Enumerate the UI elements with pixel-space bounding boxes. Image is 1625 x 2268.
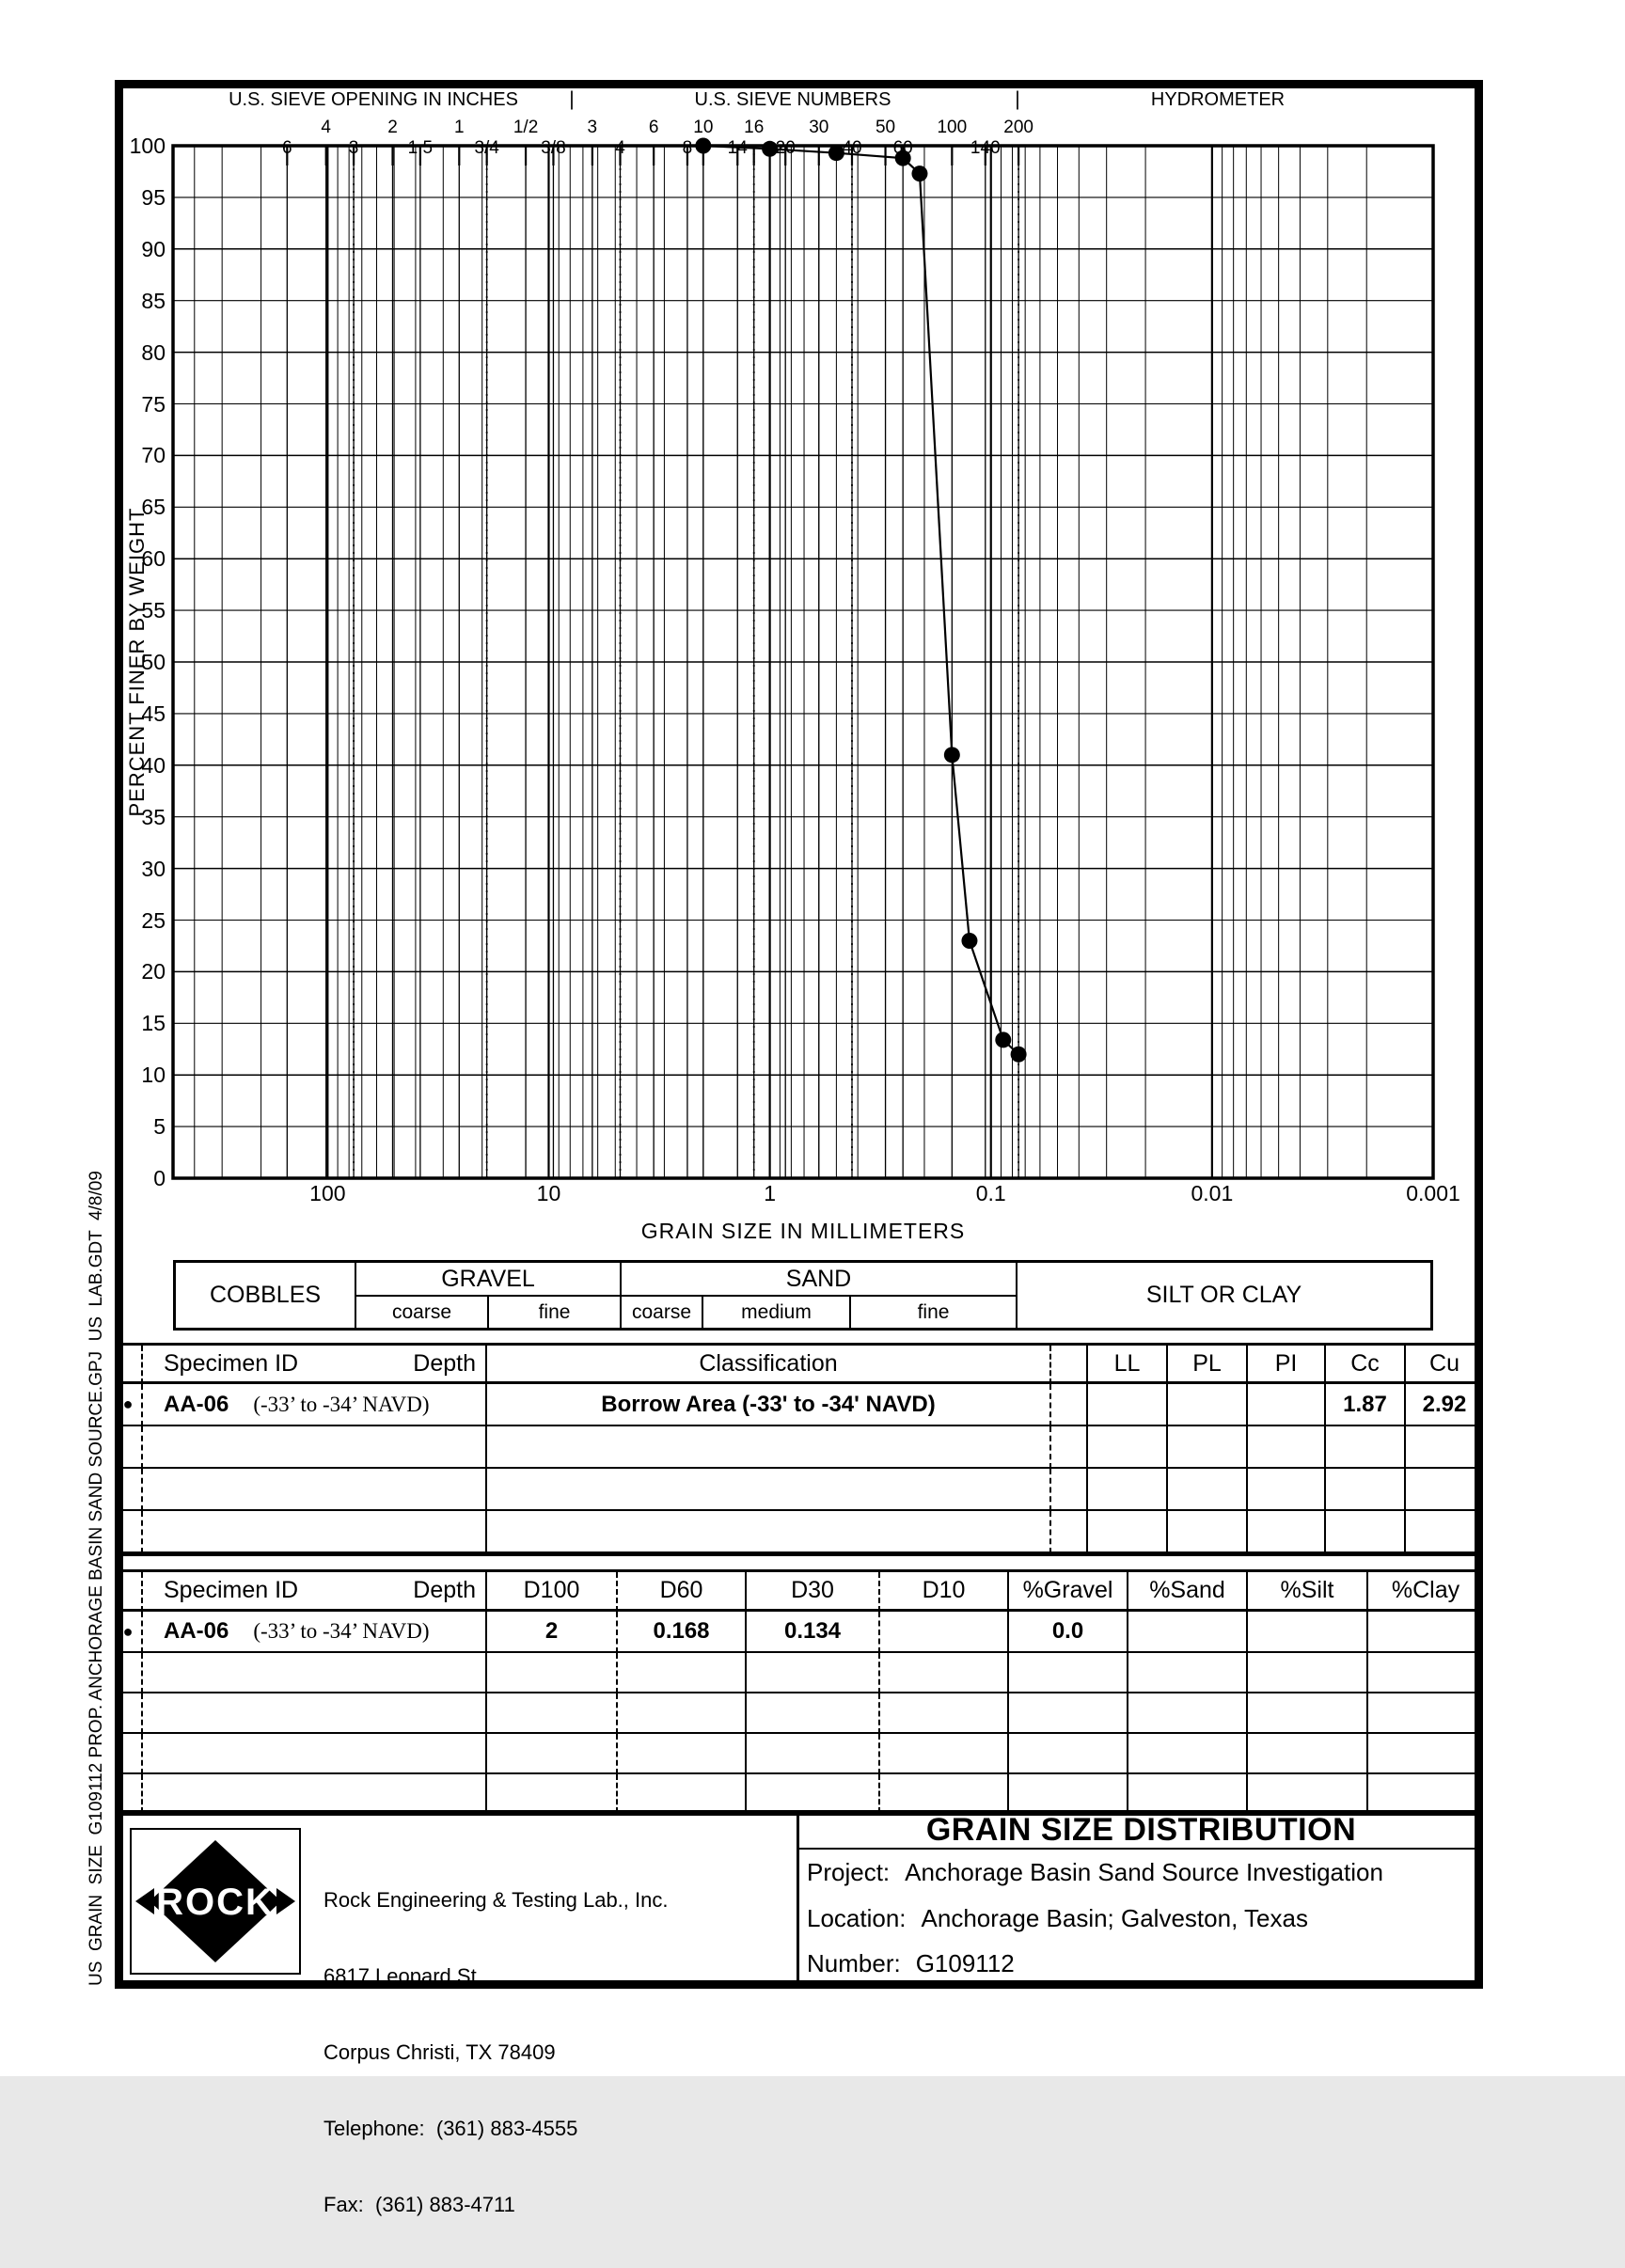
sieve-label: 3/4 [474, 138, 499, 158]
cell-pl [1168, 1469, 1248, 1511]
specimen-depth: (-33’ to -34’ NAVD) [253, 1619, 430, 1643]
value-cu: 2.92 [1422, 1391, 1467, 1417]
marker-column-header [115, 1572, 143, 1612]
fraction-cobbles: COBBLES [209, 1282, 322, 1308]
data-point [961, 933, 977, 949]
y-tick-label: 85 [141, 288, 166, 313]
cell-silt [1248, 1612, 1368, 1653]
marker-column-header [115, 1346, 143, 1384]
column-header-d10: D10 [880, 1572, 1009, 1612]
specimen-id: AA-06 [164, 1391, 229, 1417]
sieve-label: 100 [937, 118, 968, 137]
row-marker-icon [115, 1774, 143, 1813]
table-row-empty [115, 1426, 1483, 1469]
column-header-silt: %Silt [1248, 1572, 1368, 1612]
x-tick-label: 1 [764, 1181, 777, 1205]
cell-sand [1128, 1774, 1248, 1813]
cell-pl [1168, 1511, 1248, 1553]
column-header-cc: Cc [1326, 1346, 1406, 1384]
spacer-cell [1051, 1469, 1088, 1511]
sieve-label: 3/8 [541, 138, 566, 158]
column-header-cu: Cu [1406, 1346, 1483, 1384]
fraction-gravel-coarse: coarse [355, 1295, 487, 1328]
table-row-empty [115, 1734, 1483, 1774]
column-header-sand: %Sand [1128, 1572, 1248, 1612]
project-value: Anchorage Basin Sand Source Investigation [905, 1858, 1383, 1886]
sieve-label: 8 [682, 138, 693, 158]
cell-cc [1326, 1511, 1406, 1553]
sieve-label: 1.5 [407, 138, 434, 158]
sieve-label: 20 [775, 138, 796, 158]
fraction-gravel: GRAVEL [355, 1263, 620, 1295]
spacer-cell [1051, 1384, 1088, 1426]
classification-table [115, 1343, 1483, 1556]
cell-silt [1248, 1774, 1368, 1813]
row-marker-icon [115, 1653, 143, 1693]
cell-d30 [747, 1612, 880, 1653]
title-block [115, 1810, 1483, 2216]
cell-d30 [747, 1774, 880, 1813]
value-d30: 0.134 [783, 1618, 842, 1644]
value-cc: 1.87 [1343, 1391, 1387, 1417]
column-header-pl: PL [1168, 1346, 1248, 1384]
y-tick-label: 0 [153, 1166, 166, 1190]
table-row-empty [115, 1469, 1483, 1511]
cell-gravel [1009, 1653, 1128, 1693]
specimen-depth: (-33’ to -34’ NAVD) [253, 1392, 430, 1416]
value-gravel: 0.0 [1051, 1618, 1084, 1644]
y-tick-label: 10 [141, 1063, 166, 1088]
scale-separator-icon: | [569, 88, 575, 110]
x-tick-label: 0.01 [1191, 1181, 1234, 1205]
project-label: Project: [807, 1858, 891, 1886]
specimen-id-header: Specimen ID [164, 1577, 299, 1603]
x-tick-label: 100 [309, 1181, 346, 1205]
location-value: Anchorage Basin; Galveston, Texas [921, 1904, 1308, 1932]
specimen-depth-cell [143, 1469, 487, 1511]
y-tick-label: 65 [141, 495, 166, 520]
cell-cc [1326, 1469, 1406, 1511]
sieve-label: 60 [892, 138, 913, 158]
company-logo [130, 1828, 301, 1975]
scale-title-hydrometer: HYDROMETER [1150, 89, 1286, 110]
cell-sand [1128, 1734, 1248, 1774]
cell-d100 [487, 1653, 618, 1693]
specimen-depth-cell [143, 1384, 487, 1426]
y-tick-label: 70 [141, 443, 166, 468]
y-tick-label: 30 [141, 856, 166, 881]
cell-pi [1248, 1511, 1326, 1553]
y-tick-label: 25 [141, 907, 166, 933]
company-city: Corpus Christi, TX 78409 [323, 2040, 556, 2064]
y-tick-label: 40 [141, 752, 166, 778]
company-street: 6817 Leopard St. [323, 1964, 482, 1988]
cell-d60 [618, 1612, 747, 1653]
cell-ll [1088, 1469, 1168, 1511]
y-tick-label: 45 [141, 701, 166, 726]
spacer-cell [1051, 1426, 1088, 1469]
cell-sand [1128, 1612, 1248, 1653]
sieve-label: 4 [615, 138, 625, 158]
cell-d10 [880, 1734, 1009, 1774]
cell-d10 [880, 1774, 1009, 1813]
rock-logo-icon [132, 1830, 299, 1973]
table-row [115, 1612, 1483, 1653]
cell-ll [1088, 1511, 1168, 1553]
scale-title-inches: U.S. SIEVE OPENING IN INCHES [229, 89, 518, 110]
y-tick-label: 35 [141, 804, 166, 829]
y-axis-title: PERCENT FINER BY WEIGHT [125, 507, 149, 817]
x-tick-label: 10 [536, 1181, 561, 1205]
specimen-depth-cell [143, 1426, 487, 1469]
data-point [944, 747, 960, 763]
report-title: GRAIN SIZE DISTRIBUTION [799, 1813, 1483, 1850]
column-header-d30: D30 [747, 1572, 880, 1612]
cell-d10 [880, 1653, 1009, 1693]
column-header-d60: D60 [618, 1572, 747, 1612]
fraction-gravel-fine: fine [487, 1295, 620, 1328]
sieve-label: 16 [744, 118, 765, 137]
cell-pi [1248, 1384, 1326, 1426]
company-telephone: Telephone: (361) 883-4555 [323, 2117, 578, 2140]
value-d100: 2 [544, 1618, 559, 1644]
column-header-d100: D100 [487, 1572, 618, 1612]
x-axis-title: GRAIN SIZE IN MILLIMETERS [640, 1219, 966, 1243]
fraction-silt-or-clay: SILT OR CLAY [1016, 1263, 1430, 1328]
project-line [807, 1858, 1383, 1887]
depth-header: Depth [413, 1349, 476, 1377]
location-label: Location: [807, 1904, 907, 1932]
cell-d30 [747, 1653, 880, 1693]
table-row-empty [115, 1693, 1483, 1734]
specimen-id: AA-06 [164, 1618, 229, 1644]
location-line [807, 1904, 1308, 1933]
table-row [115, 1384, 1483, 1426]
x-tick-label: 0.001 [1406, 1181, 1460, 1205]
y-tick-label: 100 [129, 134, 166, 158]
cell-d30 [747, 1734, 880, 1774]
cell-cu [1406, 1511, 1483, 1553]
y-tick-label: 75 [141, 391, 166, 417]
scale-separator-icon: | [1015, 88, 1020, 110]
cell-clay [1368, 1693, 1483, 1734]
spacer-cell [1051, 1511, 1088, 1553]
cell-ll [1088, 1426, 1168, 1469]
cell-sand [1128, 1693, 1248, 1734]
y-tick-label: 95 [141, 184, 166, 210]
scale-title-numbers: U.S. SIEVE NUMBERS [694, 89, 891, 110]
cell-pi [1248, 1469, 1326, 1511]
cell-d100 [487, 1774, 618, 1813]
row-marker-icon [115, 1734, 143, 1774]
cell-classification [487, 1384, 1051, 1426]
sieve-label: 3 [587, 118, 598, 137]
cell-cc [1326, 1384, 1406, 1426]
spacer-column [1051, 1346, 1088, 1384]
cell-pl [1168, 1426, 1248, 1469]
gradation-points [695, 138, 1026, 1063]
specimen-id-header: Specimen ID [164, 1349, 299, 1377]
table-row-empty [115, 1511, 1483, 1553]
y-tick-label: 50 [141, 650, 166, 674]
row-marker-icon [115, 1426, 143, 1469]
sieve-label: 140 [970, 138, 1001, 158]
cell-gravel [1009, 1612, 1128, 1653]
row-marker-icon: ● [115, 1612, 143, 1653]
cell-pl [1168, 1384, 1248, 1426]
sieve-label: 4 [321, 118, 332, 137]
fraction-sand-medium: medium [702, 1295, 849, 1328]
number-line [807, 1949, 1015, 1978]
number-value: G109112 [915, 1949, 1015, 1977]
column-header-clay: %Clay [1368, 1572, 1483, 1612]
column-header-pi: PI [1248, 1346, 1326, 1384]
cell-cu [1406, 1384, 1483, 1426]
cell-pi [1248, 1426, 1326, 1469]
table-row-empty [115, 1653, 1483, 1693]
cell-gravel [1009, 1774, 1128, 1813]
fraction-sand-coarse: coarse [620, 1295, 702, 1328]
cell-gravel [1009, 1734, 1128, 1774]
depth-header: Depth [413, 1577, 476, 1603]
file-info-sidenote: US GRAIN SIZE G109112 PROP. ANCHORAGE BASIN SAND SOURCE.GPJ US LAB.GDT 4/8/09 [87, 1171, 106, 1986]
fraction-sand-fine: fine [849, 1295, 1016, 1328]
y-tick-label: 80 [141, 339, 166, 365]
y-tick-label: 60 [141, 546, 166, 572]
sieve-label: 40 [842, 138, 862, 158]
sieve-label: 200 [1003, 118, 1033, 137]
cell-silt [1248, 1653, 1368, 1693]
specimen-depth-cell [143, 1774, 487, 1813]
data-point [911, 165, 927, 181]
data-point [995, 1032, 1011, 1047]
table-row-empty [115, 1774, 1483, 1813]
sieve-label: 3 [348, 138, 359, 158]
cell-clay [1368, 1653, 1483, 1693]
column-header-ll: LL [1088, 1346, 1168, 1384]
fraction-sand: SAND [620, 1263, 1016, 1295]
cell-d60 [618, 1693, 747, 1734]
cell-gravel [1009, 1693, 1128, 1734]
cell-d60 [618, 1653, 747, 1693]
specimen-depth-cell [143, 1734, 487, 1774]
sieve-label: 2 [387, 118, 398, 137]
sieve-label: 10 [693, 118, 714, 137]
sieve-label: 50 [875, 118, 896, 137]
company-address [323, 1836, 668, 2268]
specimen-depth-header [143, 1346, 487, 1384]
y-tick-label: 15 [141, 1011, 166, 1036]
column-header-gravel: %Gravel [1009, 1572, 1128, 1612]
row-marker-icon [115, 1693, 143, 1734]
cell-ll [1088, 1384, 1168, 1426]
sieve-label: 1/2 [513, 118, 539, 137]
cell-d10 [880, 1693, 1009, 1734]
column-header-classification: Classification [487, 1346, 1051, 1384]
cell-classification [487, 1426, 1051, 1469]
cell-d60 [618, 1734, 747, 1774]
cell-d30 [747, 1693, 880, 1734]
specimen-depth-cell [143, 1653, 487, 1693]
sieve-label: 6 [648, 118, 659, 137]
cell-cu [1406, 1426, 1483, 1469]
row-marker-icon: ● [115, 1384, 143, 1426]
value-classification: Borrow Area (-33' to -34' NAVD) [601, 1391, 936, 1417]
specimen-depth-cell [143, 1693, 487, 1734]
rock-logo-text: ROCK [156, 1882, 275, 1923]
cell-sand [1128, 1653, 1248, 1693]
cell-cc [1326, 1426, 1406, 1469]
sieve-label: 14 [727, 138, 748, 158]
cell-classification [487, 1469, 1051, 1511]
y-tick-label: 5 [153, 1114, 166, 1140]
cell-silt [1248, 1693, 1368, 1734]
y-tick-label: 55 [141, 598, 166, 623]
cell-d60 [618, 1774, 747, 1813]
row-marker-icon [115, 1469, 143, 1511]
cell-cu [1406, 1469, 1483, 1511]
cell-clay [1368, 1774, 1483, 1813]
gradation-curve [703, 146, 1018, 1054]
company-fax: Fax: (361) 883-4711 [323, 2193, 515, 2216]
specimen-depth-header [143, 1572, 487, 1612]
cell-d100 [487, 1734, 618, 1774]
y-tick-label: 20 [141, 959, 166, 984]
cell-d100 [487, 1693, 618, 1734]
report-info [799, 1813, 1483, 1989]
sieve-label: 6 [282, 138, 292, 158]
cell-d10 [880, 1612, 1009, 1653]
size-fraction-bar [173, 1260, 1433, 1331]
company-name: Rock Engineering & Testing Lab., Inc. [323, 1888, 669, 1912]
x-tick-label: 0.1 [975, 1181, 1006, 1205]
cell-silt [1248, 1734, 1368, 1774]
cell-classification [487, 1511, 1051, 1553]
cell-clay [1368, 1612, 1483, 1653]
cell-d100 [487, 1612, 618, 1653]
sieve-label: 1 [453, 118, 465, 137]
specimen-depth-cell [143, 1612, 487, 1653]
gradation-table [115, 1569, 1483, 1816]
cell-clay [1368, 1734, 1483, 1774]
y-tick-label: 90 [141, 236, 166, 261]
value-d60: 0.168 [653, 1618, 710, 1644]
specimen-depth-cell [143, 1511, 487, 1553]
sieve-label: 30 [809, 118, 829, 137]
data-point [695, 138, 711, 154]
row-marker-icon [115, 1511, 143, 1553]
data-point [1011, 1047, 1027, 1063]
number-label: Number: [807, 1949, 901, 1977]
